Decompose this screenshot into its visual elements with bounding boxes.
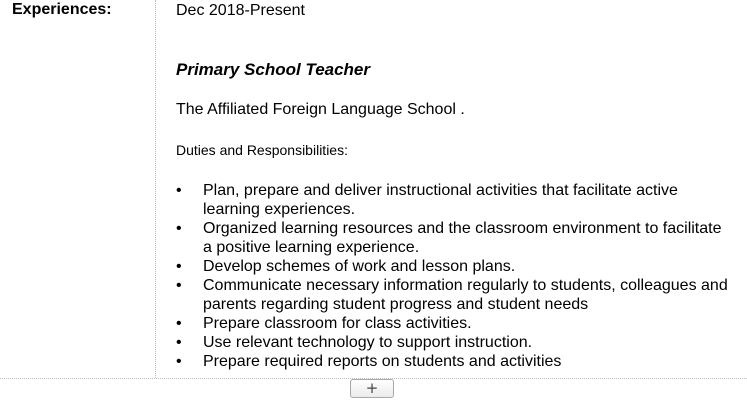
bullet-icon: •: [176, 315, 182, 332]
experience-date: Dec 2018-Present: [176, 2, 305, 19]
duty-text: Develop schemes of work and lesson plans.: [203, 258, 516, 275]
duty-text: Use relevant technology to support instruction.: [203, 334, 533, 351]
duty-text: Prepare required reports on students and activities: [203, 353, 562, 370]
duty-item: [176, 333, 731, 352]
duty-item: [176, 276, 731, 314]
job-title: Primary School Teacher: [176, 60, 371, 79]
employer-name: The Affiliated Foreign Language School .: [176, 101, 465, 118]
duty-text: Communicate necessary information regularly to students, colleagues and parents regarding student progress and student needs: [203, 277, 728, 313]
bullet-icon: •: [176, 353, 182, 370]
duty-item: [176, 352, 731, 371]
add-section-button[interactable]: +: [350, 379, 394, 398]
bullet-icon: •: [176, 220, 182, 237]
bullet-icon: •: [176, 182, 182, 199]
duties-list: [176, 181, 731, 371]
duties-heading: Duties and Responsibilities:: [176, 142, 348, 158]
column-divider: [155, 0, 156, 378]
bullet-icon: •: [176, 258, 182, 275]
duty-item: [176, 257, 731, 276]
duty-item: [176, 219, 731, 257]
bullet-icon: •: [176, 334, 182, 351]
duty-text: Prepare classroom for class activities.: [203, 315, 472, 332]
duty-text: Organized learning resources and the classroom environment to facilitate a positive learning experience.: [203, 220, 722, 256]
duty-item: [176, 314, 731, 333]
duty-text: Plan, prepare and deliver instructional activities that facilitate active learning experiences.: [203, 182, 678, 218]
section-label: Experiences:: [12, 1, 112, 18]
bullet-icon: •: [176, 277, 182, 294]
duty-item: [176, 181, 731, 219]
